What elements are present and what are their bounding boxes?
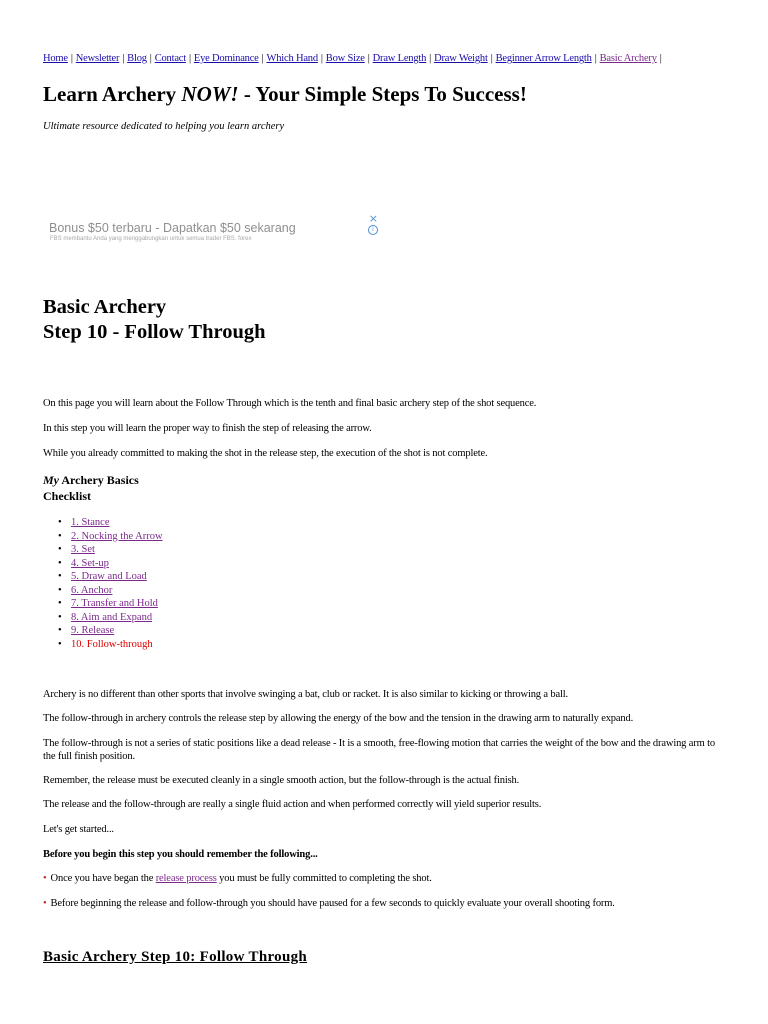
reminder-bullet-text: Once you have began the (50, 873, 156, 884)
checklist-title-line2: Checklist (43, 489, 91, 503)
site-title-prefix: Learn Archery (43, 82, 182, 106)
ad-headline[interactable]: Bonus $50 terbaru - Dapatkan $50 sekarang (49, 221, 296, 235)
nav-separator: | (594, 53, 597, 64)
section-heading: Basic Archery Step 10: Follow Through (43, 949, 308, 965)
intro-paragraph: While you already committed to making the shot in the release step, the execution of the shot is not complete. (43, 448, 488, 459)
nav-link-newsletter[interactable]: Newsletter (75, 53, 120, 64)
checklist-link-release[interactable]: 9. Release (71, 625, 115, 636)
nav-separator: | (149, 53, 152, 64)
nav-link-beginner-arrow-length[interactable]: Beginner Arrow Length (495, 53, 592, 64)
body-paragraph: Remember, the release must be executed cleanly in a single smooth action, but the follow-through is the actual finish. (43, 775, 520, 786)
nav-separator: | (659, 53, 662, 64)
info-icon[interactable]: i (368, 225, 378, 235)
nav-separator: | (429, 53, 432, 64)
site-title (43, 82, 527, 107)
page-heading (43, 295, 266, 345)
nav-separator: | (261, 53, 264, 64)
site-title-suffix: - Your Simple Steps To Success! (238, 82, 527, 106)
body-paragraph: The follow-through is not a series of static positions like a dead release - It is a smooth, free-flowing motion that carries the weight of the bow and the drawing arm to the full finish position. (43, 738, 715, 762)
checklist-item (71, 516, 163, 530)
body-paragraph: Let's get started... (43, 824, 114, 835)
body-paragraph: Archery is no different than other sports that involve swinging a bat, club or racket. It is also similar to kicking or throwing a ball. (43, 689, 568, 700)
bullet-icon: • (43, 898, 47, 909)
checklist-item-current (71, 638, 163, 652)
checklist-link-nocking[interactable]: 2. Nocking the Arrow (71, 530, 163, 542)
nav-link-draw-length[interactable]: Draw Length (372, 53, 427, 64)
checklist-link-draw-load[interactable]: 5. Draw and Load (71, 571, 147, 582)
site-title-emphasis: NOW! (181, 82, 239, 106)
reminder-bullet (43, 897, 728, 910)
ad-subtext: FBS membantu Anda yang menggabungkan untuk semua trader FBS. forex (50, 236, 252, 242)
nav-separator: | (188, 53, 191, 64)
nav-separator: | (490, 53, 493, 64)
checklist-title-rest: Archery Basics (59, 473, 139, 487)
nav-link-home[interactable]: Home (43, 53, 68, 64)
nav-separator: | (367, 53, 370, 64)
checklist-link-set-up[interactable]: 4. Set-up (71, 557, 109, 569)
checklist (43, 516, 163, 651)
reminder-bullet-text: Before beginning the release and follow-through you should have paused for a few seconds to quickly evaluate your overall shooting form. (50, 898, 615, 909)
advertisement-banner[interactable] (43, 213, 379, 247)
checklist-item (71, 570, 163, 584)
checklist-title (43, 472, 139, 504)
nav-link-blog[interactable]: Blog (127, 53, 147, 64)
checklist-item (71, 557, 163, 571)
intro-paragraph: On this page you will learn about the Follow Through which is the tenth and final basic archery step of the shot sequence. (43, 398, 537, 409)
nav-separator: | (70, 53, 73, 64)
checklist-title-em: My (43, 473, 59, 487)
close-icon[interactable]: × (368, 212, 378, 225)
nav-link-contact[interactable]: Contact (154, 53, 186, 64)
checklist-link-anchor[interactable]: 6. Anchor (71, 584, 113, 596)
body-paragraph: The follow-through in archery controls the release step by allowing the energy of the bow and the tension in the drawing arm to naturally expand. (43, 713, 634, 724)
checklist-item (71, 543, 163, 557)
nav-link-basic-archery[interactable]: Basic Archery (599, 53, 657, 64)
intro-paragraph: In this step you will learn the proper way to finish the step of releasing the arrow. (43, 423, 372, 434)
reminder-bullet-text: you must be fully committed to completing the shot. (216, 873, 432, 884)
nav-link-draw-weight[interactable]: Draw Weight (434, 53, 488, 64)
body-paragraph: The release and the follow-through are really a single fluid action and when performed correctly will yield superior results. (43, 799, 542, 810)
checklist-link-stance[interactable]: 1. Stance (71, 517, 110, 528)
nav-link-bow-size[interactable]: Bow Size (325, 53, 365, 64)
release-process-link[interactable]: release process (155, 873, 217, 884)
reminder-heading: Before you begin this step you should remember the following... (43, 849, 318, 860)
checklist-item (71, 611, 163, 625)
nav-separator: | (122, 53, 125, 64)
checklist-link-set[interactable]: 3. Set (71, 544, 95, 555)
reminder-bullet (43, 872, 728, 885)
checklist-item (71, 530, 163, 544)
nav-link-which-hand[interactable]: Which Hand (266, 53, 318, 64)
checklist-link-aim-expand[interactable]: 8. Aim and Expand (71, 611, 153, 623)
top-navigation (43, 53, 728, 64)
checklist-item (71, 584, 163, 598)
checklist-current-follow-through: 10. Follow-through (71, 638, 153, 650)
site-tagline: Ultimate resource dedicated to helping you learn archery (43, 121, 285, 132)
page-heading-line2: Step 10 - Follow Through (43, 321, 266, 343)
nav-link-eye-dominance[interactable]: Eye Dominance (193, 53, 259, 64)
nav-separator: | (320, 53, 323, 64)
checklist-item (71, 597, 163, 611)
bullet-icon: • (43, 873, 47, 884)
page-heading-line1: Basic Archery (43, 296, 167, 318)
checklist-link-transfer-hold[interactable]: 7. Transfer and Hold (71, 598, 158, 609)
checklist-item (71, 624, 163, 638)
